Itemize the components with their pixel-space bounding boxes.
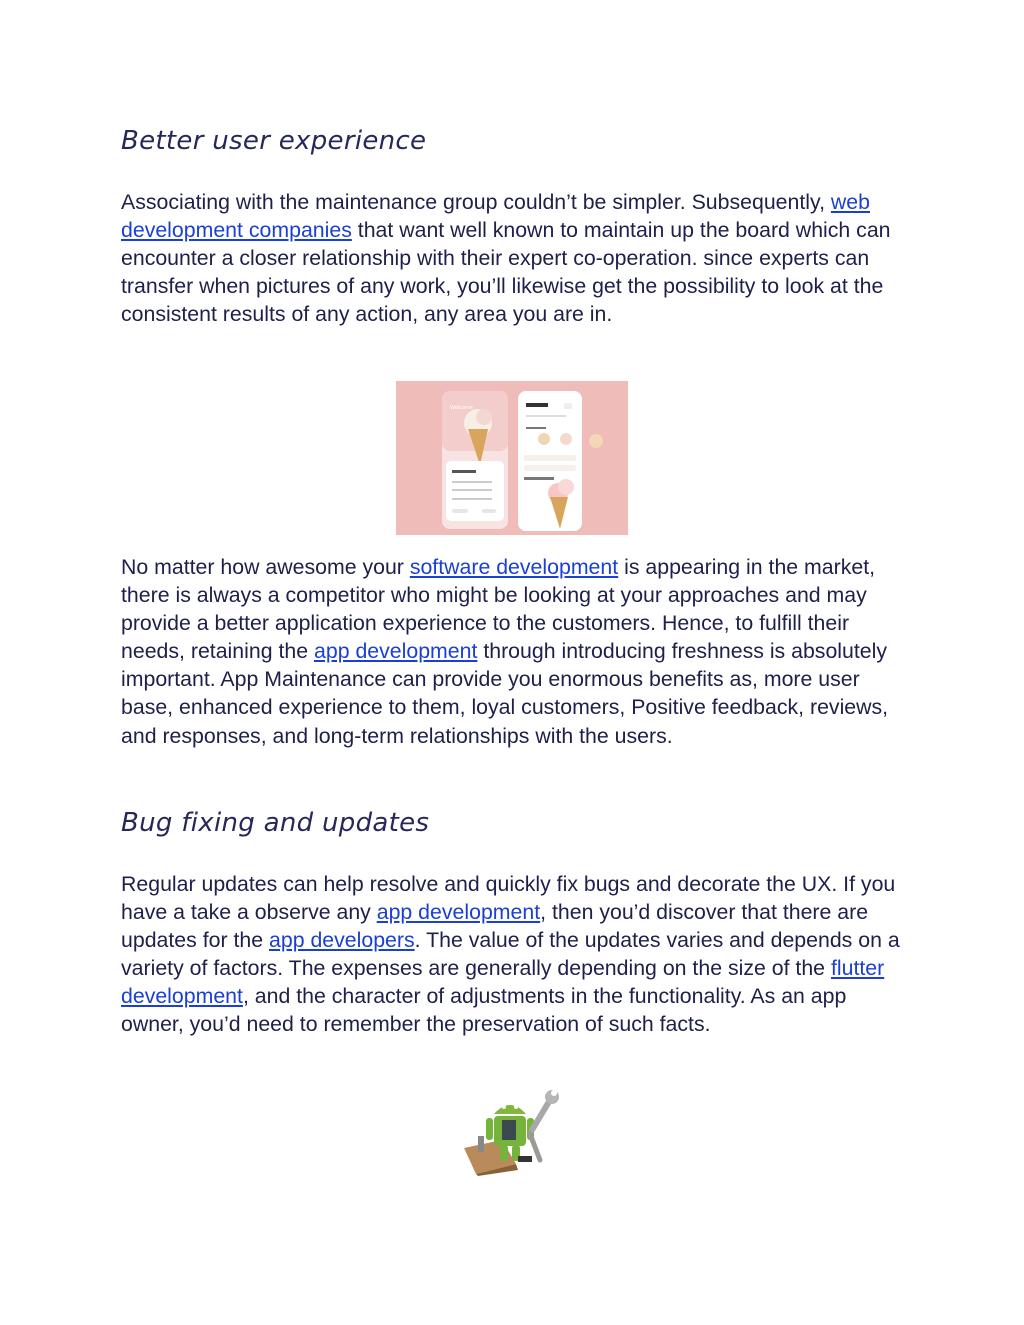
paragraph-text: . The value of the updates varies and depends on a variety of factors. The expenses are generally depending on the size of the (121, 928, 900, 981)
svg-text:Welcome: Welcome (450, 405, 473, 411)
section-heading-better-user-experience: Better user experience (121, 126, 427, 156)
link-software-development[interactable]: software development (409, 555, 619, 579)
paragraph-text: , and the character of adjustments in the functionality. As an app owner, you’d need to remember the preservation of such facts. (121, 984, 847, 1037)
paragraph-text: is appearing in the market, there is always a competitor who might be looking at your approaches and may provide a better application experience to the customers. Hence, to fulfill their needs, retaining the (121, 555, 876, 664)
mobile-app-mockup-image (396, 381, 628, 535)
section-heading-bug-fixing: Bug fixing and updates (121, 808, 430, 838)
paragraph-text: No matter how awesome your (121, 555, 410, 579)
link-app-development[interactable]: app development (376, 900, 541, 925)
paragraph-regular-updates (121, 870, 911, 1039)
link-web-development-companies[interactable]: web development companies (121, 190, 870, 243)
paragraph-software-development (121, 553, 911, 750)
link-app-developers[interactable]: app developers (269, 928, 415, 953)
android-robot-with-wrench-image (458, 1090, 568, 1176)
link-app-development[interactable]: app development (314, 639, 478, 664)
paragraph-maintenance-group (121, 188, 911, 328)
paragraph-text: Associating with the maintenance group couldn’t be simpler. Subsequently, (121, 190, 831, 214)
paragraph-text: Regular updates can help resolve and quickly fix bugs and decorate the UX. If you have a take a observe any (121, 872, 896, 925)
paragraph-text: that want well known to maintain up the board which can encounter a closer relationship with their expert co-operation. since experts can transfer when pictures of any work, you’ll likewise get the possibility to look at the consistent results of any action, any area you are in. (121, 218, 891, 327)
paragraph-text: through introducing freshness is absolutely important. App Maintenance can provide you enormous benefits as, more user base, enhanced experience to them, loyal customers, Positive feedback, reviews, and responses, and long-term relationships with the users. (121, 639, 889, 748)
link-flutter-development[interactable]: flutter development (121, 956, 885, 1009)
paragraph-text: , then you’d discover that there are updates for the (121, 900, 869, 953)
